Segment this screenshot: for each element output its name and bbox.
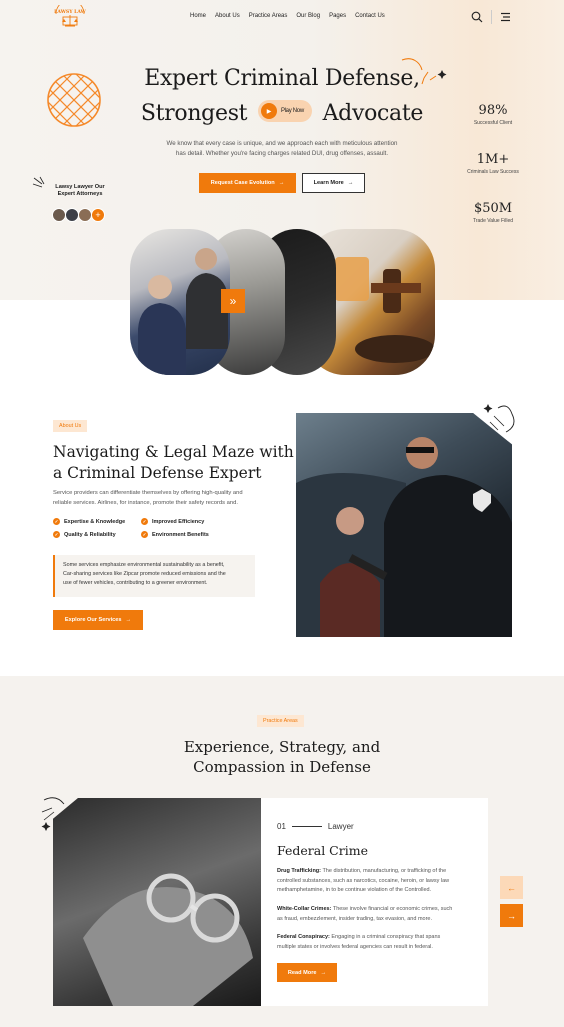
nav-practice-areas[interactable]: Practice Areas: [248, 13, 288, 19]
card-item-text: as fraud, embezzlement, insider trading, tax evasion, and more.: [277, 915, 432, 922]
card-item: [277, 905, 477, 924]
attorneys-label-line2: Expert Attorneys: [57, 191, 103, 197]
hero-title-strongest: Strongest: [140, 101, 248, 126]
stat-success: [458, 152, 528, 175]
practice-card: [261, 798, 488, 1006]
stat-trade-value: [458, 201, 528, 224]
hero-description-line2: has detail. Whether you're facing charges related DUI, drug offenses, assault.: [175, 150, 389, 157]
logo-scales-icon: [52, 5, 88, 29]
nav-about[interactable]: About Us: [215, 13, 240, 19]
feature-item: [53, 531, 141, 538]
read-more-label: Read More: [287, 969, 317, 976]
nav-links: [190, 13, 385, 19]
check-icon: ✓: [142, 518, 147, 524]
nav-divider: [491, 10, 492, 24]
learn-more-label: Learn More: [313, 180, 344, 186]
arrow-right-icon: →: [347, 180, 354, 186]
arrow-right-icon: →: [278, 180, 285, 186]
police-officer-image: [296, 413, 512, 637]
practice-title-line2: Compassion in Defense: [193, 758, 371, 776]
hero-title-line1: Expert Criminal Defense,: [144, 66, 420, 91]
sparkle-doodle-icon: [474, 396, 520, 440]
hero-description: [140, 139, 424, 159]
about-quote: [53, 555, 255, 597]
avatar[interactable]: [65, 208, 79, 222]
attorneys-label-line1: Lawsy Lawyer Our: [55, 184, 105, 190]
play-icon: ▶: [261, 103, 277, 119]
slider-next-icon[interactable]: »: [221, 289, 245, 313]
stat-label: Trade Value Filled: [472, 218, 514, 224]
card-item-label: Drug Trafficking:: [277, 868, 322, 874]
about-text: [53, 489, 263, 508]
check-icon: ✓: [54, 518, 59, 524]
feature-item: [141, 518, 251, 525]
nav-contact[interactable]: Contact Us: [355, 13, 385, 19]
card-title: Federal Crime: [277, 843, 368, 858]
attorneys-label: [50, 184, 110, 198]
feature-list: [53, 518, 263, 538]
svg-text:LAWSY LAW: LAWSY LAW: [54, 10, 86, 15]
feature-label: Quality & Reliability: [64, 531, 116, 538]
read-more-button[interactable]: [277, 963, 337, 982]
card-kicker: [277, 822, 354, 831]
play-now-label: Play Now: [280, 108, 304, 114]
arrow-left-icon: ←: [507, 882, 516, 893]
stat-value: 1M+: [476, 152, 510, 167]
about-title-line2: a Criminal Defense Expert: [53, 464, 262, 482]
nav-home[interactable]: Home: [190, 13, 207, 19]
about-text-line1: Service providers can differentiate themselves by offering high-quality and: [53, 490, 243, 496]
handcuffs-icon: [53, 798, 261, 1006]
feature-label: Improved Efficiency: [152, 518, 205, 525]
feature-label: Expertise & Knowledge: [64, 518, 126, 525]
card-item-label: White-Collar Crimes:: [277, 906, 332, 912]
avatar[interactable]: [52, 208, 66, 222]
logo[interactable]: [52, 5, 88, 29]
avatar[interactable]: [78, 208, 92, 222]
about-title-line1: Navigating & Legal Maze with: [53, 443, 294, 461]
check-icon: ✓: [142, 531, 147, 537]
lawyers-meeting-image: [130, 229, 230, 375]
carousel-prev-button[interactable]: [500, 876, 523, 899]
practice-tag: Practice Areas: [257, 715, 304, 727]
arrow-right-icon: →: [507, 910, 516, 921]
about-tag: About Us: [53, 420, 87, 432]
search-icon[interactable]: [471, 11, 483, 23]
about-quote-line3: use of fewer vehicles, contributing to a greener environment.: [63, 580, 208, 586]
nav-pages[interactable]: Pages: [329, 13, 347, 19]
card-item-text: The distribution, manufacturing, or trafficking of the: [321, 868, 447, 874]
card-number: 01: [277, 822, 286, 831]
carousel-next-button[interactable]: [500, 904, 523, 927]
feature-label: Environment Benefits: [152, 531, 209, 538]
nav-blog[interactable]: Our Blog: [296, 13, 321, 19]
check-icon: ✓: [54, 531, 59, 537]
practice-title-line1: Experience, Strategy, and: [183, 738, 381, 756]
divider-line: [292, 826, 322, 827]
card-item-label: Federal Conspiracy:: [277, 934, 330, 940]
about-quote-line1: Some services emphasize environmental sustainability as a benefit,: [63, 562, 225, 568]
handcuffed-hands-image: [53, 798, 261, 1006]
request-case-label: Request Case Evolution: [210, 180, 275, 186]
card-item: [277, 933, 477, 952]
card-kicker-label: Lawyer: [327, 822, 354, 831]
card-item-text: controlled substances, such as narcotics, cocaine, heroin, or lawsy law: [277, 877, 450, 884]
stat-value: 98%: [478, 103, 508, 118]
learn-more-button[interactable]: [302, 173, 365, 193]
feature-item: [53, 518, 141, 525]
card-item-text: multiple states or involves federal agencies can result in federal.: [277, 943, 433, 950]
card-item-text: Engaging in a criminal conspiracy that spans: [329, 934, 441, 940]
about-quote-line2: Car-sharing services like Zipcar promote reduced emissions and the: [63, 571, 226, 577]
arrow-right-icon: →: [125, 617, 132, 623]
explore-services-label: Explore Our Services: [64, 617, 122, 623]
card-item-text: These involve financial or economic crimes, such: [331, 906, 453, 912]
play-now-button[interactable]: [258, 100, 312, 122]
about-title: [53, 442, 294, 484]
hero-description-line1: We know that every case is unique, and we approach each with meticulous attention: [166, 140, 398, 147]
card-item-text: methamphetamine, in to be continue violation of the Controlled.: [277, 887, 432, 893]
add-attorney-icon[interactable]: +: [91, 208, 105, 222]
card-item: [277, 867, 477, 896]
about-text-line2: reliable services. Airlines, for instance, promote their safety records and.: [53, 499, 238, 506]
stat-label: Criminals Law Success: [467, 169, 519, 175]
request-case-button[interactable]: [199, 173, 296, 193]
arrow-right-icon: →: [320, 969, 327, 976]
stat-value: $50M: [473, 201, 513, 216]
explore-services-button[interactable]: [53, 610, 143, 630]
navbar: [0, 0, 564, 34]
officer-icon: [296, 413, 512, 637]
stat-clients: [458, 103, 528, 126]
hero-title-advocate: Advocate: [322, 101, 424, 126]
menu-icon[interactable]: [500, 12, 511, 22]
people-icon: [130, 229, 230, 375]
practice-title: [0, 737, 564, 777]
feature-item: [141, 531, 251, 538]
stat-label: Successful Client: [473, 120, 513, 126]
doodle-lines-icon: [32, 176, 52, 190]
